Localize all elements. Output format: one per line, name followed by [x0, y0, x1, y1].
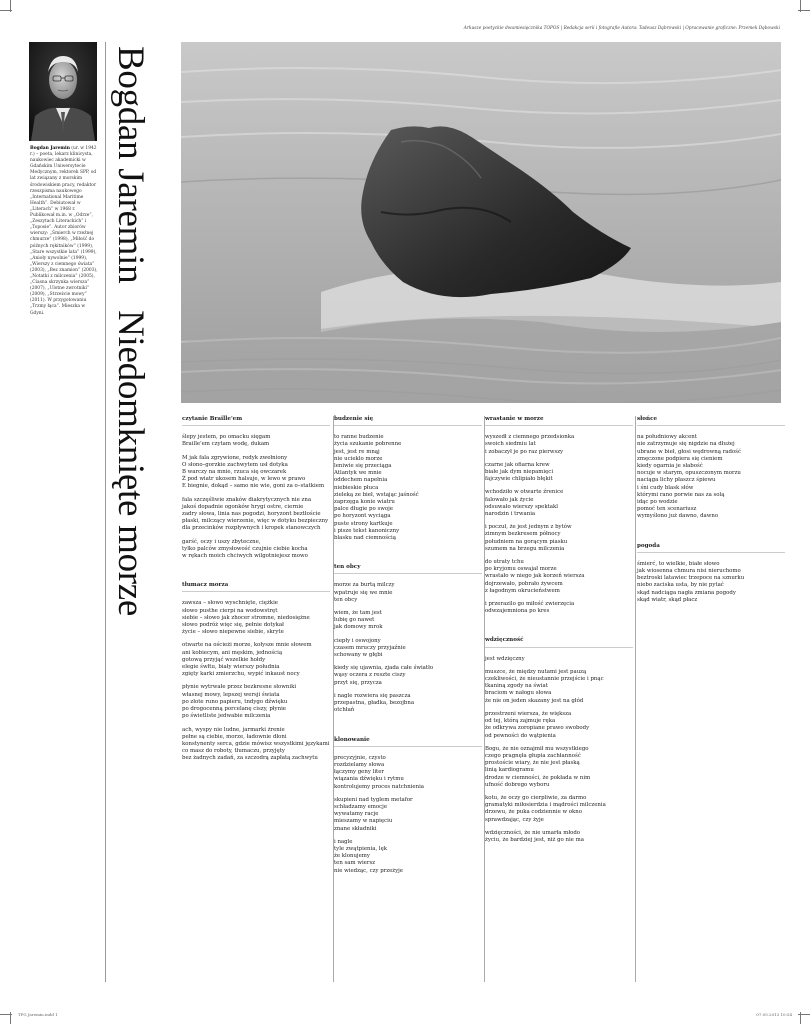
crop-mark	[800, 1012, 801, 1024]
author-name: Bogdan Jaremin	[110, 46, 151, 284]
poem-stanza: otwarte na ościeżi morze, kołysze mnie słowem ani kobiecym, ani męskim, jednością gotową przyjąć wszelkie hołdy elegie śwłtu, biały wierszy południa zgięty karki zmierzchu, wypić inkaust nocy	[182, 642, 312, 678]
poem-stanza: ciepły i oswojony czasem mruczy przyjaźnie schowany w głębi	[334, 637, 406, 659]
poem-stanza: M jak fala zgrywione, redyk zwełniony O słono–gorzkie zachwytem usł dotyka B warczy na mnie, rzuca się owczarek Ż pod wiatr ukosem halsuje, w lewo w prawo E biegnie, dokąd – samo nie wie, goni za o–statkiem	[182, 454, 325, 490]
poem-title: słońce	[637, 416, 785, 426]
poem-title: czytanie Braille'em	[182, 416, 330, 426]
poem-column	[485, 416, 633, 866]
vertical-title	[102, 46, 164, 686]
poem	[334, 737, 482, 875]
poem-title: tłumacz morza	[182, 582, 330, 592]
column-divider	[635, 416, 636, 982]
poem-stanza: kiedy się ujawnia, zjada całe światło wąsy oczera z reszte ciszy przyt się, przycza	[334, 665, 434, 686]
poem-stanza: i nagle rozwiera się paszcza przepastna, gładka, bezojbna otchłań	[334, 692, 415, 714]
poem-stanza: i przerazilo go miłość zwierzęcia odwzajemniona po kres	[485, 601, 575, 615]
poem-stanza: do utraty tchu po kryjomu oswajał morze wrastało w niego jak korzeń wiersza dojrzewało, pobrało żywcem z łagodnym okrucieństwem	[485, 559, 585, 594]
poem-stanza: płynie wytrwałe przez bezkresne słowniki własnej mowy, lepszej wersji świata po złote runo papieru, tndygo dźwięku po drogocenną porcelanę ciszy, płynie po świetliste jedwabie milczenia	[182, 684, 297, 720]
poem	[485, 637, 633, 844]
poem-stanza: garść, oczy i uszy zbyteczne, tylko palców zmysłowość czujnie ciebie kocha w rękach moich chciwych wilgotniejesz mowo	[182, 538, 308, 560]
poem-stanza: muszce, że między nutami jest pauzą czekliwości, że nieustannie przejście i pnąc tkaniną zgody na świat braciom w nałogu słowa że nie on jeden skazany jest na głód	[485, 668, 604, 704]
poem-stanza: to ranne budzenie życia szukanie pobrenne jest, jest re mnąj nie ucieklo morze leniwie się przeciąga Atlantyk we mnie oddechem napełnia niebieskie płuca zieleką ze bieł, wstając jaśność zaprzęga konie wiatru palce długie po swoje po horyzont wyciąga puste strony kartkuje i pisze tekst kanoniczny blasku nad ciemnością	[334, 434, 419, 542]
poem	[334, 416, 482, 542]
poem-title: wdzięczność	[485, 637, 633, 647]
poem-stanza: skupieni nad tyglem metafor schładzamy emocje wywatamy racje mieszamy w napięciu znane składniki	[334, 796, 413, 832]
poem-stanza: na południowy akcent nie zatrzymuje się nigdzie na dłużej ubrane w bieł, głosi wędrowną radość zmęczone podpiera się cieniem kiedy ogarnia je słabość nocuje w starym, opuszczonym morzu naciąga lichy płaszcz śpiewu i śni cudy blask słów którymi rano porwie nas za solą idąc po wodzie pomoć ten scenariusz wymyślono już dawno, dawno	[637, 434, 741, 520]
crop-mark	[800, 0, 801, 12]
footer-file: TPG Jaremin.indd 1	[18, 1012, 58, 1017]
poem-stanza: fala szczęśliwie znaków diakrytycznych nie zna jakoś dopadnie ogonków hrygi ostre, ciernie zadry słowa, linia nas pogodzi, horyzont beztłoście płaski, milczący wierzenie, więc w dotyku bezpieczny dla przecinków rozpływnych i kropek stanowczych	[182, 496, 329, 532]
poem	[182, 416, 330, 560]
credits-line: Arkusze poetyckie dwumiesięcznika TOPOS | Redakcja serii i fotografie Autora: Tadeusz Dąbrowski | Opracowanie graficzne: Przemek Dębowski	[463, 26, 780, 31]
author-portrait	[29, 42, 97, 141]
poem-stanza: ślepy jestem, po omacku sięgam Braille'em czytam wodę, dukam	[182, 434, 271, 448]
poem	[182, 582, 330, 762]
bio-name: Bogdan Jaremin	[30, 146, 70, 151]
poem-stanza: jest wdzięczny	[485, 655, 525, 662]
poem-stanza: kotu, że oczy go cierpliwie, za darmo gramatyki miłosierdzia i mądrości milczenia drzewu, że puka codziennie w okno sprawdzając, czy żyje	[485, 794, 606, 823]
bio-text: (ur. w 1942 r.) – poeta, lekarz klinicysta, naukowiec akademicki w Gdańskim Uniwersytecie Medycznym, rektorek SPP, od lat związany z morskim środowiskiem pracy, redaktor rzeszpisma naukowego „International Maritime Health”. Debiutował w „Literach” w 1968 r. Publikował m.in. w „Odrze”, „Zeszytach Literackich” i „Toposie”. Autor zbiorów wierszy: „Śmierch w rzeźnej chmurze” (1998), „Miłość do późnych rękitników” (1999), „Stare wszystkie lata” (1999), „Anioły nywolnie” (1999), „Wierszy z ciemnego świata” (2003), „Bez znamion” (2003), „Notatki z milczenia” (2005), „Ciasna skrzynka wiersza” (2007), „Ulotne zwrotniki” (2009), „Strzeżcie mowy” (2011). W przygotowaniu „Trzmy łąca”. Mieszka w Gdyni.	[30, 146, 98, 316]
poem-stanza: ach, wyspy nie ludne, jarmarki żrenie pełne są ciebie, morze, ładownie dłoni konstynenty serca, gdzie mówisz wszystkimi językami co masz do roboty, tłumaczu, przyjęty bez żadnych zadań, za szczodrą zapłatą zachwytu	[182, 726, 330, 762]
poem-title: pogoda	[637, 543, 785, 553]
poem-title: budzenie się	[334, 416, 482, 426]
poem-stanza: śmierć, to wielkie, białe słowo jak wiosenna chmura nisi nieruchomo beztroski latawiec trzepoce na sznurku niebo zaciska usta, by nie pytać skąd nadciąga nagła zmiana pogody skąd wiatr, skąd płacz	[637, 560, 745, 603]
author-bio	[30, 146, 98, 317]
poem-title: klonowanie	[334, 737, 482, 747]
poem-title: wrastanie w morze	[485, 416, 633, 426]
poem	[637, 416, 785, 521]
poem-stanza: zawsza – słowo wyschnięte, ciężkie słowo pusthe cierpi na wodowstręt siebie – słowo jak zhocer stromne, niedosiężne słowo podróż więc się, pełnie dotykał życie – słowo niepewne siebie, skryte	[182, 600, 310, 636]
poem-stanza: morze za burtą milczy wpatruje się we mnie ten obcy	[334, 582, 395, 603]
poem-stanza: czarne jak ofiarna krew białe jak dym niepamięci fajczywie chlipiało błękit	[485, 461, 554, 483]
poem-stanza: wiem, że tam jest lubię go nawet jak domowy mrok	[334, 610, 383, 631]
collection-title: Niedomknięte morze	[110, 310, 151, 617]
poem	[637, 543, 785, 604]
poem-stanza: Bogu, że nie oznajmił mu wszystkiego czego pragnęła głupia zachłanność prostoście wiary, że nie jest płaską linią kardiogramu drodze w ciemności, że pokłada w nim ufność dobrego wyboru	[485, 745, 591, 788]
poem-column	[637, 416, 785, 626]
footer-date: 07.05.2013 10:54	[756, 1012, 792, 1017]
sea-rock-photo	[181, 42, 781, 403]
poem-stanza: i nagle tyle zwątpienia, lęk że klonujemy ten sam wiersz nie wiedząc, czy przeżyje	[334, 838, 404, 874]
crop-mark	[10, 0, 11, 12]
poem-column	[334, 416, 482, 897]
crop-mark	[10, 1012, 11, 1024]
poem-stanza: przestrzeni wiersza, że większa od tej, którą zajmuje ręka że odkrywa zoropiane prawo swobody od pewności do wątpienia	[485, 710, 590, 739]
poem-title: ten obcy	[334, 564, 482, 574]
poem	[485, 416, 633, 615]
poem-stanza: wyszedł z ciemnego przedsionka swoich siedmiu lat i zobaczył je po raz pierwszy	[485, 434, 575, 455]
poem-stanza: precyzyjnie, czysto rozdzielamy słowa łączymy geny liter wiązania dźwięku i rytmu kontrolujemy proces natchnienia	[334, 754, 425, 790]
poem-stanza: wdzięczności, że nie umarła młodo życiu, że bardziej jest, niż go nie ma	[485, 829, 584, 843]
poem	[334, 564, 482, 714]
poem-stanza: i poczuł, że jest jednym z bytów zimnym bezkresem północy południem na gorącym piasku szumem na brzegu milczenia	[485, 524, 572, 552]
poem-stanza: wchodziło w otwarte źrenice falowało jak życie odsuwało wierszy spektakl narodzin i trwania	[485, 489, 564, 518]
poem-column	[182, 416, 330, 785]
